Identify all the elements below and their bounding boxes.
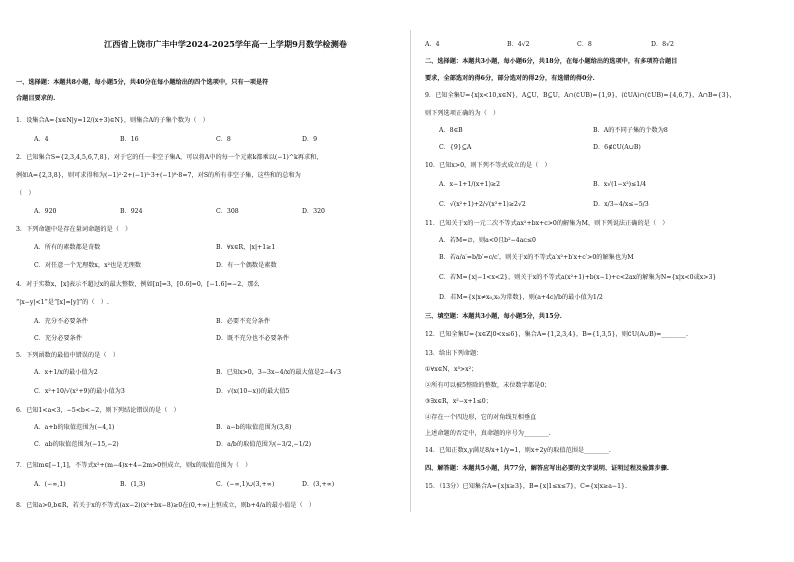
q4-option-a: A．充分不必要条件 xyxy=(34,318,88,325)
q2-option-c: C．308 xyxy=(216,208,239,215)
q13-item-3: ③∃x∈R，x²−x+1≤0； xyxy=(425,398,492,405)
q5-option-a: A．x+1/x的最小值为2 xyxy=(34,369,98,376)
question-3: 3．下列命题中是存在量词命题的是（ ） xyxy=(16,226,132,233)
column-divider xyxy=(410,30,411,512)
q3-option-a: A．所有的素数都是奇数 xyxy=(34,244,101,251)
question-9-line-1: 9．已知全集U={x|x<10,x∈N}，A⊆U，B⊆U，A∩(∁UB)={1,9}，(∁UA)∩(∁UB)={4,6,7}，A∩B={3}， xyxy=(425,92,736,99)
q1-option-d: D．9 xyxy=(302,136,318,143)
q4-option-d: D．既不充分也不必要条件 xyxy=(216,335,290,342)
q13-item-5: 上述命题的否定中，真命题的序号为________. xyxy=(425,430,551,437)
q2-option-b: B．924 xyxy=(120,208,143,215)
q13-item-4: ④存在一个四边形，它的对角线互相垂直 xyxy=(425,414,537,421)
question-2-line-3: （ ） xyxy=(16,190,35,197)
section-2-heading-cont: 要求，全部选对的得6分，部分选对的得2分，有选错的得0分. xyxy=(425,75,595,82)
q1-option-b: B．16 xyxy=(120,136,139,143)
q10-option-c: C．√(x²+1)+2/√(x²+1)≥2√2 xyxy=(439,201,526,208)
q6-option-d: D．a/b的取值范围为(−3/2,−1/2) xyxy=(216,441,312,448)
question-15: 15．（13分）已知集合A={x|x≥3}，B={x|1≤x≤7}，C={x|x≥a−1}. xyxy=(425,483,627,490)
q7-option-a: A．(−∞,1) xyxy=(34,481,66,488)
question-6: 6．已知1<a<3，−5<b<−2，则下列结论错误的是（ ） xyxy=(16,407,180,414)
q2-option-a: A．920 xyxy=(34,208,57,215)
q4-option-c: C．充分必要条件 xyxy=(34,335,83,342)
q3-option-b: B．∀x∈R，|x|+1≥1 xyxy=(216,244,276,251)
q7-option-c: C．(−∞,1)∪(3,+∞) xyxy=(216,481,275,488)
question-2-line-1: 2．已知集合S={2,3,4,5,6,7,8}，对于它的任一非空子集A，可以将A中的每一个元素k都乘以(−1)^k再求和， xyxy=(16,154,323,161)
section-4-heading: 四、解答题：本题共5小题，共77分，解答应写出必要的文字说明、证明过程及验算步骤. xyxy=(425,465,670,472)
q5-option-d: D．√(x(10−x))的最大值5 xyxy=(216,388,290,395)
question-12: 12．已知全集U={x∈Z|0<x≤6}，集合A={1,2,3,4}，B={1,3,5}，则∁U(A∪B)=________. xyxy=(425,331,688,338)
section-3-heading: 三、填空题：本题共3小题，每小题5分，共15分. xyxy=(425,313,562,320)
q8-option-a: A．4 xyxy=(425,41,440,48)
q9-option-b: B．A的不同子集的个数为8 xyxy=(593,127,668,134)
question-5: 5．下列函数的最值中错误的是（ ） xyxy=(16,352,119,359)
q11-option-d: D．若M={x|x≠x₀,x₀为常数}，则(a+4c)/b的最小值为1/2 xyxy=(439,294,603,301)
section-1-heading-cont: 合题目要求的. xyxy=(16,95,56,102)
question-7: 7．已知m∈[−1,1]，不等式x²+(m−4)x+4−2m>0恒成立，则x的取值范围为（ ） xyxy=(16,462,252,469)
q10-option-d: D．x/3−4/x≤−5/3 xyxy=(593,201,649,208)
question-8: 8．已知a>0,b∈R，若关于x的不等式(ax−2)(x²+bx−8)≥0在(0,+∞)上恒成立，则b+4/a的最小值是（ ） xyxy=(16,502,316,509)
question-14: 14．已知正数x,y满足8/x+1/y=1，则x+2y的取值范围是________. xyxy=(425,447,611,454)
question-4-line-2: “|x−y|<1”是“[x]=[y]”的（ ）. xyxy=(16,299,109,306)
q13-item-1: ①∀x∈N，x³>x²； xyxy=(425,366,478,373)
q3-option-d: D．有一个偶数是素数 xyxy=(216,262,277,269)
q11-option-c: C．若M={x|−1<x<2}，则关于x的不等式a(x²+1)+b(x−1)+c<2ax的解集为N={x|x<0或x>3} xyxy=(439,274,717,281)
section-1-heading: 一、选择题：本题共8小题，每小题5分，共40分在每小题给出的四个选项中，只有一项是符 xyxy=(16,79,269,86)
q7-option-d: D．(3,+∞) xyxy=(302,481,335,488)
q8-option-d: D．8√2 xyxy=(651,41,674,48)
q11-option-b: B．若a/a′=b/b′=c/c′，则关于x的不等式a′x²+b′x+c′>0的解集也为M xyxy=(439,254,634,261)
question-4-line-1: 4．对于实数x，[x]表示不超过x的最大整数，例如[π]=3，[0.6]=0，[−1.6]=−2，那么 xyxy=(16,281,260,288)
q6-option-c: C．ab的取值范围为(−15,−2) xyxy=(34,441,119,448)
q5-option-c: C．x²+10/√(x²+9)的最小值为3 xyxy=(34,388,125,395)
page-title: 江西省上饶市广丰中学2024-2025学年高一上学期9月数学检测卷 xyxy=(104,39,347,49)
q8-option-c: C．8 xyxy=(577,41,592,48)
question-2-line-2: 例如A={2,3,8}，则可求得和为(−1)²·2+(−1)³·3+(−1)⁸·8=7，对S的所有非空子集，这些和的总和为 xyxy=(16,172,301,179)
q7-option-b: B．(1,3) xyxy=(120,481,146,488)
q1-option-c: C．8 xyxy=(216,136,231,143)
q9-option-c: C．{9}⊆A xyxy=(439,144,472,151)
section-2-heading: 二、选择题：本题共3小题，每小题6分，共18分，在每小题给出的选项中，有多项符合题目 xyxy=(425,58,678,65)
q9-option-a: A．8∈B xyxy=(439,127,463,134)
question-13: 13．给出下列命题： xyxy=(425,350,483,357)
q3-option-c: C．对任意一个无理数x，x²也是无理数 xyxy=(34,262,142,269)
q6-option-b: B．a−b的取值范围为(3,8) xyxy=(216,424,292,431)
q6-option-a: A．a+b的取值范围为(−4,1) xyxy=(34,424,115,431)
q2-option-d: D．320 xyxy=(302,208,325,215)
q1-option-a: A．4 xyxy=(34,136,49,143)
question-1: 1．设集合A={x∈N|y=12/(x+3)∈N}，则集合A的子集个数为（ ） xyxy=(16,117,209,124)
question-10: 10．已知x>0，则下列不等式成立的是（ ） xyxy=(425,162,551,169)
q10-option-a: A．x−1+1/(x+1)≥2 xyxy=(439,181,501,188)
q4-option-b: B．必要不充分条件 xyxy=(216,318,271,325)
q5-option-b: B．已知x>0，3−3x−4/x的最大值是2−4√3 xyxy=(216,369,342,376)
q13-item-2: ②所有可以被5整除的整数，末位数字都是0； xyxy=(425,382,551,389)
question-9-line-2: 则下列选项正确的为（ ） xyxy=(425,110,500,117)
q11-option-a: A．若M=∅，则a<0且b²−4ac≤0 xyxy=(439,237,536,244)
question-11: 11．已知关于x的一元二次不等式ax²+bx+c>0的解集为M，则下列说法正确的是（ ） xyxy=(425,220,669,227)
q10-option-b: B．x√(1−x²)≤1/4 xyxy=(593,181,647,188)
q8-option-b: B．4√2 xyxy=(507,41,530,48)
q9-option-d: D．6∉∁U(A∪B) xyxy=(593,144,641,151)
